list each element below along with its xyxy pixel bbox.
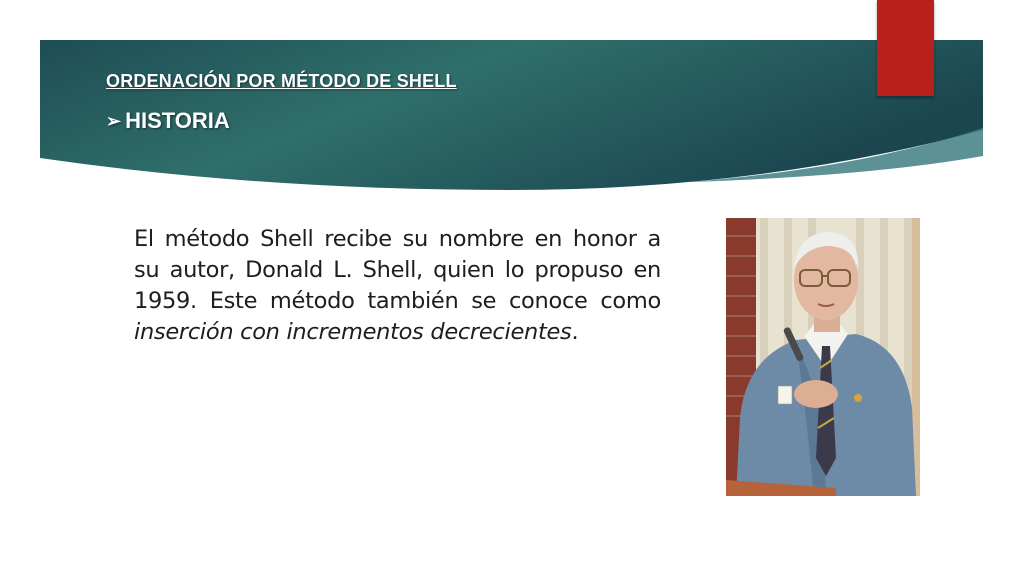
body-text-italic: inserción con incrementos decrecientes: [134, 319, 572, 345]
portrait-photo: [726, 218, 920, 496]
body-paragraph: [134, 224, 661, 348]
body-text-part2: .: [571, 319, 579, 345]
arrow-bullet-icon: ➢: [106, 110, 122, 131]
section-heading-label: HISTORIA: [125, 108, 230, 133]
slide-title: ORDENACIÓN POR MÉTODO DE SHELL: [106, 71, 457, 91]
body-text-part1: El método Shell recibe su nombre en honor a su autor, Donald L. Shell, quien lo propuso en 1959. Este método también se conoce como: [134, 226, 661, 314]
section-heading: [106, 108, 230, 134]
red-accent-tab: [877, 0, 934, 96]
header-banner: [0, 0, 1024, 200]
portrait-illustration: [726, 218, 920, 496]
